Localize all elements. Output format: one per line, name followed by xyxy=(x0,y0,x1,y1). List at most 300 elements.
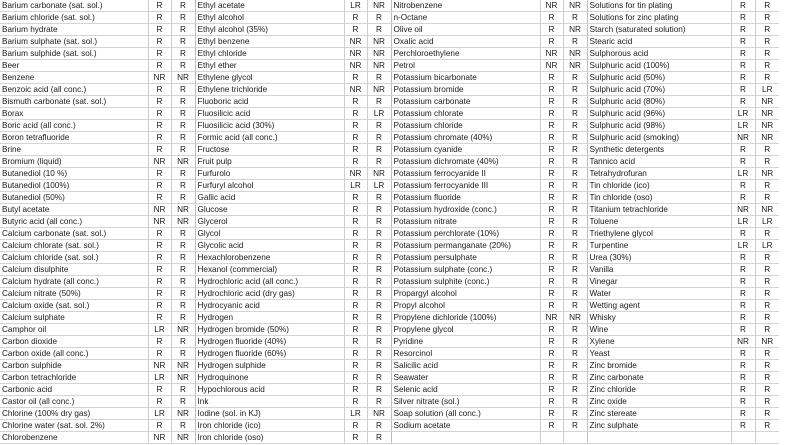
resistance-value-cell-1: R xyxy=(148,228,171,240)
substance-name-cell: Stearic acid xyxy=(587,36,731,48)
resistance-value-cell-1: R xyxy=(148,312,171,324)
resistance-value-cell-2: R xyxy=(563,84,587,96)
resistance-value-cell-1: LR xyxy=(731,120,755,132)
resistance-value-cell-1: R xyxy=(731,192,755,204)
substance-name-cell: Silver nitrate (sol.) xyxy=(391,396,540,408)
resistance-value-cell-2: R xyxy=(563,372,587,384)
resistance-value-cell-1: R xyxy=(540,36,563,48)
substance-name-cell: Zinc stereate xyxy=(587,408,731,420)
resistance-value-cell-2: NR xyxy=(171,156,195,168)
substance-name-cell: Sulphuric acid (100%) xyxy=(587,60,731,72)
resistance-value-cell-1: R xyxy=(731,420,755,432)
resistance-value-cell-2: NR xyxy=(171,324,195,336)
substance-name-cell: Water xyxy=(587,288,731,300)
resistance-value-cell-1: R xyxy=(540,12,563,24)
substance-name-cell: Hydrogen fluoride (60%) xyxy=(195,348,344,360)
resistance-value-cell-1: R xyxy=(344,228,367,240)
resistance-value-cell-2: R xyxy=(171,36,195,48)
resistance-value-cell-2: LR xyxy=(367,180,391,192)
resistance-value-cell-2: NR xyxy=(367,0,391,12)
substance-name-cell: Turpentine xyxy=(587,240,731,252)
table-row xyxy=(0,420,779,432)
substance-name-cell: Sulphuric acid (smoking) xyxy=(587,132,731,144)
resistance-value-cell-1: R xyxy=(148,384,171,396)
resistance-value-cell-2: R xyxy=(171,252,195,264)
resistance-value-cell-1: R xyxy=(731,276,755,288)
resistance-value-cell-1: R xyxy=(540,180,563,192)
substance-name-cell: Carbon dioxide xyxy=(0,336,148,348)
resistance-value-cell-2: R xyxy=(367,300,391,312)
resistance-value-cell-1: R xyxy=(540,204,563,216)
substance-name-cell: Tetrahydrofuran xyxy=(587,168,731,180)
table-row xyxy=(0,408,779,420)
resistance-value-cell-1: R xyxy=(731,0,755,12)
resistance-value-cell-2: R xyxy=(563,276,587,288)
resistance-value-cell-2: R xyxy=(171,24,195,36)
substance-name-cell: Propargyl alcohol xyxy=(391,288,540,300)
resistance-value-cell-1: R xyxy=(731,96,755,108)
resistance-value-cell-2: R xyxy=(755,276,779,288)
substance-name-cell: Fluosilicic acid xyxy=(195,108,344,120)
resistance-value-cell-1: R xyxy=(148,96,171,108)
resistance-value-cell-2: R xyxy=(755,156,779,168)
substance-name-cell: Salicilic acid xyxy=(391,360,540,372)
substance-name-cell: Barium sulphide (sat. sol.) xyxy=(0,48,148,60)
resistance-value-cell-2: R xyxy=(755,384,779,396)
substance-name-cell: Butyric acid (all conc.) xyxy=(0,216,148,228)
table-row xyxy=(0,372,779,384)
resistance-value-cell-2: R xyxy=(171,192,195,204)
substance-name-cell xyxy=(587,432,731,444)
substance-name-cell xyxy=(391,432,540,444)
substance-name-cell: Fructose xyxy=(195,144,344,156)
table-row xyxy=(0,204,779,216)
table-row xyxy=(0,312,779,324)
resistance-value-cell-2: R xyxy=(755,324,779,336)
substance-name-cell: Urea (30%) xyxy=(587,252,731,264)
resistance-value-cell-2: R xyxy=(755,36,779,48)
substance-name-cell: n-Octane xyxy=(391,12,540,24)
resistance-value-cell-1: R xyxy=(540,120,563,132)
resistance-value-cell-1: R xyxy=(344,240,367,252)
table-row xyxy=(0,276,779,288)
resistance-value-cell-2: R xyxy=(563,396,587,408)
resistance-value-cell-2: R xyxy=(367,312,391,324)
resistance-value-cell-2: R xyxy=(367,348,391,360)
substance-name-cell: Boric acid (all conc.) xyxy=(0,120,148,132)
substance-name-cell: Potassium nitrate xyxy=(391,216,540,228)
resistance-value-cell-2: R xyxy=(171,144,195,156)
resistance-value-cell-1: R xyxy=(731,384,755,396)
substance-name-cell: Glycerol xyxy=(195,216,344,228)
substance-name-cell: Xylene xyxy=(587,336,731,348)
substance-name-cell: Solutions for zinc plating xyxy=(587,12,731,24)
resistance-value-cell-2: R xyxy=(171,48,195,60)
substance-name-cell: Selenic acid xyxy=(391,384,540,396)
substance-name-cell: Butanediol (10 %) xyxy=(0,168,148,180)
resistance-value-cell-1: R xyxy=(148,300,171,312)
resistance-value-cell-2: R xyxy=(171,84,195,96)
resistance-value-cell-1 xyxy=(731,432,755,444)
resistance-value-cell-1: R xyxy=(540,144,563,156)
substance-name-cell: Barium carbonate (sat. sol.) xyxy=(0,0,148,12)
substance-name-cell: Tin chloride (ico) xyxy=(587,180,731,192)
substance-name-cell: Brine xyxy=(0,144,148,156)
resistance-value-cell-2: R xyxy=(563,336,587,348)
resistance-value-cell-1: R xyxy=(540,192,563,204)
substance-name-cell: Calcium hydrate (all conc.) xyxy=(0,276,148,288)
resistance-value-cell-2: R xyxy=(563,12,587,24)
resistance-value-cell-1: NR xyxy=(148,216,171,228)
substance-name-cell: Potassium persulphate xyxy=(391,252,540,264)
resistance-value-cell-1: R xyxy=(148,192,171,204)
resistance-value-cell-2: R xyxy=(367,228,391,240)
substance-name-cell: Iodine (sol. in KJ) xyxy=(195,408,344,420)
resistance-value-cell-1: R xyxy=(731,300,755,312)
substance-name-cell: Calcium oxide (sat. sol.) xyxy=(0,300,148,312)
resistance-value-cell-2: R xyxy=(367,252,391,264)
resistance-value-cell-1: R xyxy=(344,264,367,276)
resistance-value-cell-1: R xyxy=(344,360,367,372)
resistance-value-cell-2: R xyxy=(563,264,587,276)
substance-name-cell: Potassium chromate (40%) xyxy=(391,132,540,144)
substance-name-cell: Potassium fluoride xyxy=(391,192,540,204)
resistance-value-cell-1: R xyxy=(540,396,563,408)
resistance-value-cell-1: R xyxy=(148,288,171,300)
resistance-value-cell-2: R xyxy=(171,60,195,72)
resistance-value-cell-2: R xyxy=(367,72,391,84)
resistance-value-cell-2: R xyxy=(367,264,391,276)
table-row xyxy=(0,240,779,252)
resistance-value-cell-1: R xyxy=(148,36,171,48)
substance-name-cell: Furfuryl alcohol xyxy=(195,180,344,192)
resistance-value-cell-1: R xyxy=(540,276,563,288)
table-row xyxy=(0,0,779,12)
table-row xyxy=(0,336,779,348)
substance-name-cell: Carbon sulphide xyxy=(0,360,148,372)
resistance-value-cell-2: R xyxy=(563,108,587,120)
resistance-value-cell-2: R xyxy=(563,132,587,144)
resistance-value-cell-2: NR xyxy=(171,360,195,372)
resistance-value-cell-2: R xyxy=(563,72,587,84)
substance-name-cell: Barium hydrate xyxy=(0,24,148,36)
substance-name-cell: Potassium sulphate (conc.) xyxy=(391,264,540,276)
table-row xyxy=(0,396,779,408)
resistance-value-cell-1: R xyxy=(540,228,563,240)
substance-name-cell: Carbon oxide (all conc.) xyxy=(0,348,148,360)
resistance-value-cell-1: R xyxy=(344,192,367,204)
resistance-value-cell-2: NR xyxy=(367,84,391,96)
resistance-value-cell-2: R xyxy=(171,240,195,252)
substance-name-cell: Beer xyxy=(0,60,148,72)
substance-name-cell: Zinc sulphate xyxy=(587,420,731,432)
resistance-value-cell-1: NR xyxy=(344,84,367,96)
substance-name-cell: Potassium chloride xyxy=(391,120,540,132)
resistance-value-cell-2: R xyxy=(171,300,195,312)
resistance-value-cell-1: R xyxy=(731,288,755,300)
resistance-value-cell-2: R xyxy=(755,360,779,372)
resistance-value-cell-1: R xyxy=(540,132,563,144)
resistance-value-cell-2: R xyxy=(755,264,779,276)
resistance-value-cell-2: R xyxy=(563,252,587,264)
resistance-value-cell-1: R xyxy=(344,312,367,324)
substance-name-cell: Fluosilicic acid (30%) xyxy=(195,120,344,132)
resistance-value-cell-1: R xyxy=(344,96,367,108)
substance-name-cell: Wetting agent xyxy=(587,300,731,312)
resistance-value-cell-1: R xyxy=(731,180,755,192)
substance-name-cell: Carbonic acid xyxy=(0,384,148,396)
resistance-value-cell-1: R xyxy=(540,156,563,168)
resistance-value-cell-1: R xyxy=(148,180,171,192)
resistance-value-cell-2: R xyxy=(367,12,391,24)
resistance-value-cell-1: R xyxy=(540,360,563,372)
table-row xyxy=(0,12,779,24)
resistance-value-cell-2: R xyxy=(755,60,779,72)
substance-name-cell: Potassium chlorate xyxy=(391,108,540,120)
substance-name-cell: Benzene xyxy=(0,72,148,84)
resistance-value-cell-2: R xyxy=(171,132,195,144)
resistance-value-cell-2: LR xyxy=(367,108,391,120)
resistance-value-cell-1: LR xyxy=(731,108,755,120)
resistance-value-cell-2: NR xyxy=(755,96,779,108)
resistance-value-cell-2: NR xyxy=(755,120,779,132)
resistance-value-cell-1: R xyxy=(148,276,171,288)
resistance-value-cell-1: R xyxy=(731,12,755,24)
substance-name-cell: Zinc chloride xyxy=(587,384,731,396)
resistance-value-cell-2: NR xyxy=(755,204,779,216)
resistance-value-cell-1: R xyxy=(540,96,563,108)
resistance-value-cell-2: NR xyxy=(367,168,391,180)
table-row xyxy=(0,192,779,204)
substance-name-cell: Ethyl ether xyxy=(195,60,344,72)
resistance-value-cell-2: R xyxy=(755,180,779,192)
substance-name-cell: Tin chloride (oso) xyxy=(587,192,731,204)
resistance-value-cell-2: R xyxy=(563,348,587,360)
table-row xyxy=(0,360,779,372)
substance-name-cell: Potassium ferrocyanide II xyxy=(391,168,540,180)
substance-name-cell: Hydrocyanic acid xyxy=(195,300,344,312)
substance-name-cell: Glycol xyxy=(195,228,344,240)
resistance-value-cell-1: R xyxy=(540,324,563,336)
resistance-value-cell-1: R xyxy=(148,24,171,36)
resistance-value-cell-1: R xyxy=(344,156,367,168)
resistance-value-cell-2: R xyxy=(367,132,391,144)
substance-name-cell: Calcium chlorate (sat. sol.) xyxy=(0,240,148,252)
resistance-value-cell-2: R xyxy=(367,276,391,288)
resistance-value-cell-1: LR xyxy=(731,216,755,228)
resistance-value-cell-2 xyxy=(563,432,587,444)
resistance-value-cell-1: R xyxy=(731,60,755,72)
substance-name-cell: Sulphorous acid xyxy=(587,48,731,60)
resistance-value-cell-1: LR xyxy=(344,180,367,192)
resistance-value-cell-1: NR xyxy=(540,312,563,324)
table-row xyxy=(0,252,779,264)
substance-name-cell: Titanium tetrachloride xyxy=(587,204,731,216)
resistance-value-cell-2: R xyxy=(171,120,195,132)
resistance-value-cell-2: R xyxy=(171,276,195,288)
resistance-value-cell-1: R xyxy=(540,300,563,312)
resistance-value-cell-1: NR xyxy=(731,132,755,144)
table-row xyxy=(0,120,779,132)
resistance-value-cell-2: R xyxy=(171,288,195,300)
resistance-value-cell-1: R xyxy=(344,276,367,288)
substance-name-cell: Hexachlorobenzene xyxy=(195,252,344,264)
resistance-value-cell-1: NR xyxy=(148,156,171,168)
substance-name-cell: Ethyl benzene xyxy=(195,36,344,48)
resistance-value-cell-1: R xyxy=(731,144,755,156)
substance-name-cell: Zinc oxide xyxy=(587,396,731,408)
resistance-value-cell-1: R xyxy=(731,228,755,240)
substance-name-cell: Petrol xyxy=(391,60,540,72)
substance-name-cell: Gallic acid xyxy=(195,192,344,204)
table-row xyxy=(0,384,779,396)
resistance-value-cell-1: R xyxy=(148,132,171,144)
resistance-value-cell-2: R xyxy=(367,396,391,408)
resistance-value-cell-1: NR xyxy=(731,204,755,216)
resistance-value-cell-2: R xyxy=(367,324,391,336)
substance-name-cell: Castor oil (all conc.) xyxy=(0,396,148,408)
table-row xyxy=(0,96,779,108)
resistance-value-cell-2: R xyxy=(171,336,195,348)
substance-name-cell: Solutions for tin plating xyxy=(587,0,731,12)
resistance-value-cell-2: R xyxy=(563,120,587,132)
resistance-value-cell-2: R xyxy=(755,48,779,60)
substance-name-cell: Vinegar xyxy=(587,276,731,288)
resistance-value-cell-2: R xyxy=(367,24,391,36)
resistance-value-cell-1: R xyxy=(344,204,367,216)
resistance-value-cell-2: NR xyxy=(563,60,587,72)
resistance-value-cell-1: NR xyxy=(731,336,755,348)
resistance-value-cell-2: R xyxy=(367,372,391,384)
substance-name-cell: Hydrochloric acid (dry gas) xyxy=(195,288,344,300)
substance-name-cell: Potassium hydroxide (conc.) xyxy=(391,204,540,216)
resistance-value-cell-1: R xyxy=(148,120,171,132)
resistance-value-cell-1: NR xyxy=(148,204,171,216)
resistance-value-cell-2: R xyxy=(367,192,391,204)
substance-name-cell: Ethyl alcohol xyxy=(195,12,344,24)
substance-name-cell: Propylene dichloride (100%) xyxy=(391,312,540,324)
resistance-value-cell-2: NR xyxy=(171,372,195,384)
substance-name-cell: Toluene xyxy=(587,216,731,228)
resistance-value-cell-2: R xyxy=(755,420,779,432)
resistance-value-cell-2: R xyxy=(171,228,195,240)
resistance-value-cell-1: R xyxy=(344,336,367,348)
substance-name-cell: Calcium nitrate (50%) xyxy=(0,288,148,300)
resistance-value-cell-2: R xyxy=(755,0,779,12)
resistance-value-cell-1: R xyxy=(148,252,171,264)
table-row xyxy=(0,180,779,192)
resistance-value-cell-1: R xyxy=(148,168,171,180)
substance-name-cell: Iron chloride (ico) xyxy=(195,420,344,432)
resistance-value-cell-1: R xyxy=(344,324,367,336)
resistance-value-cell-2: NR xyxy=(171,432,195,444)
substance-name-cell: Wine xyxy=(587,324,731,336)
resistance-value-cell-1: R xyxy=(344,288,367,300)
substance-name-cell: Butanediol (50%) xyxy=(0,192,148,204)
resistance-value-cell-1: R xyxy=(148,240,171,252)
resistance-value-cell-2: R xyxy=(171,12,195,24)
resistance-value-cell-1: R xyxy=(148,396,171,408)
resistance-value-cell-1: R xyxy=(540,408,563,420)
resistance-value-cell-2: LR xyxy=(755,216,779,228)
resistance-value-cell-2: R xyxy=(755,144,779,156)
resistance-value-cell-2: R xyxy=(367,288,391,300)
substance-name-cell: Olive oil xyxy=(391,24,540,36)
resistance-value-cell-1: R xyxy=(344,132,367,144)
substance-name-cell: Formic acid (all conc.) xyxy=(195,132,344,144)
table-row xyxy=(0,168,779,180)
substance-name-cell: Boron tetrafluoride xyxy=(0,132,148,144)
resistance-value-cell-2: R xyxy=(171,96,195,108)
resistance-value-cell-2: R xyxy=(563,384,587,396)
resistance-value-cell-1: R xyxy=(731,36,755,48)
resistance-value-cell-2: R xyxy=(367,240,391,252)
resistance-value-cell-2: R xyxy=(563,300,587,312)
substance-name-cell: Hydrochloric acid (all conc.) xyxy=(195,276,344,288)
resistance-value-cell-1: R xyxy=(540,372,563,384)
resistance-value-cell-2: R xyxy=(755,72,779,84)
resistance-value-cell-2: NR xyxy=(563,0,587,12)
resistance-value-cell-2: R xyxy=(171,348,195,360)
substance-name-cell: Sulphuric acid (50%) xyxy=(587,72,731,84)
resistance-value-cell-2: R xyxy=(171,312,195,324)
substance-name-cell: Ethylene glycol xyxy=(195,72,344,84)
resistance-value-cell-1: R xyxy=(540,420,563,432)
substance-name-cell: Oxalic acid xyxy=(391,36,540,48)
substance-name-cell: Calcium sulphate xyxy=(0,312,148,324)
table-row xyxy=(0,84,779,96)
resistance-value-cell-1: R xyxy=(344,120,367,132)
substance-name-cell: Ink xyxy=(195,396,344,408)
substance-name-cell: Hydrogen sulphide xyxy=(195,360,344,372)
substance-name-cell: Tannico acid xyxy=(587,156,731,168)
substance-name-cell: Calcium chloride (sat. sol.) xyxy=(0,252,148,264)
resistance-value-cell-1: R xyxy=(731,84,755,96)
resistance-value-cell-2: R xyxy=(755,288,779,300)
resistance-value-cell-2: R xyxy=(367,96,391,108)
resistance-value-cell-2: NR xyxy=(563,24,587,36)
substance-name-cell: Propylene glycol xyxy=(391,324,540,336)
resistance-value-cell-1: R xyxy=(731,372,755,384)
resistance-value-cell-2: NR xyxy=(367,48,391,60)
resistance-value-cell-2 xyxy=(755,432,779,444)
substance-name-cell: Bismuth carbonate (sat. sol.) xyxy=(0,96,148,108)
resistance-value-cell-2: R xyxy=(563,420,587,432)
resistance-value-cell-1: R xyxy=(731,348,755,360)
resistance-value-cell-2: NR xyxy=(755,336,779,348)
resistance-value-cell-1: R xyxy=(344,384,367,396)
substance-name-cell: Hydrogen fluoride (40%) xyxy=(195,336,344,348)
resistance-value-cell-1: R xyxy=(148,336,171,348)
substance-name-cell: Seawater xyxy=(391,372,540,384)
substance-name-cell: Hexanol (commercial) xyxy=(195,264,344,276)
substance-name-cell: Carbon tetrachloride xyxy=(0,372,148,384)
substance-name-cell: Triethylene glycol xyxy=(587,228,731,240)
substance-name-cell: Glucose xyxy=(195,204,344,216)
resistance-value-cell-1: LR xyxy=(731,240,755,252)
resistance-value-cell-2: R xyxy=(367,216,391,228)
resistance-value-cell-1: R xyxy=(344,396,367,408)
resistance-value-cell-2: R xyxy=(367,336,391,348)
resistance-value-cell-2: R xyxy=(755,348,779,360)
substance-name-cell: Iron chloride (oso) xyxy=(195,432,344,444)
substance-name-cell: Benzoic acid (all conc.) xyxy=(0,84,148,96)
resistance-value-cell-1: R xyxy=(540,336,563,348)
table-row xyxy=(0,108,779,120)
resistance-value-cell-2: R xyxy=(563,36,587,48)
resistance-value-cell-1: NR xyxy=(344,60,367,72)
resistance-value-cell-1: R xyxy=(148,12,171,24)
